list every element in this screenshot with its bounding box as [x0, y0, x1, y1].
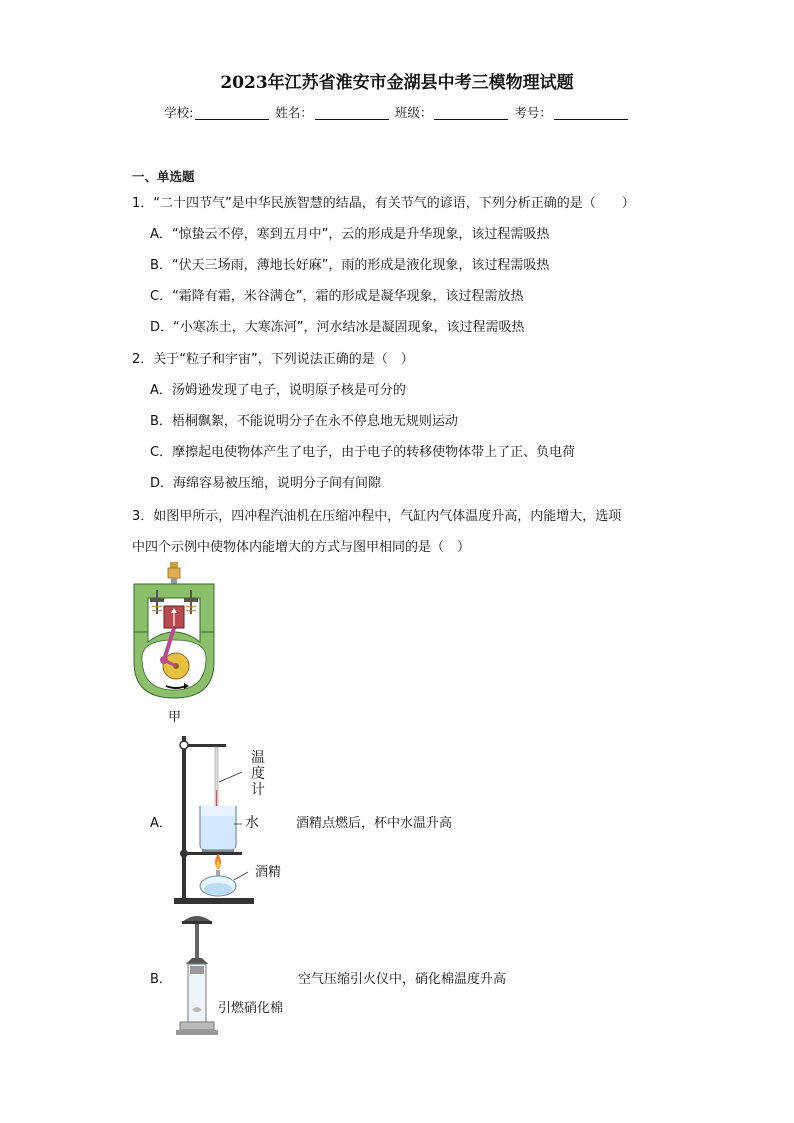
question-1-option-a: A．“惊蛰云不停，寒到五月中”，云的形成是升华现象，该过程需吸热	[150, 227, 550, 242]
water-label: 水	[245, 815, 259, 831]
field-number-blank[interactable]	[554, 106, 628, 120]
field-name-label: 姓名：	[275, 105, 313, 120]
question-2-option-a: A．汤姆逊发现了电子，说明原子核是可分的	[150, 383, 406, 398]
question-1-option-c: C．“霜降有霜，米谷满仓”，霜的形成是凝华现象，该过程需放热	[150, 289, 524, 304]
question-2-stem: 2．关于“粒子和宇宙”，下列说法正确的是（ ）	[132, 352, 414, 367]
question-1-stem: 1．“二十四节气”是中华民族智慧的结晶，有关节气的谚语，下列分析正确的是（ ）	[132, 196, 635, 211]
question-1-option-b: B．“伏天三场雨，薄地长好麻”，雨的形成是液化现象，该过程需吸热	[150, 258, 550, 273]
question-3-option-b-letter: B．	[150, 972, 172, 987]
field-number-label: 考号：	[514, 105, 552, 120]
compression-igniter-figure	[172, 912, 222, 1037]
question-2-option-b: B．梧桐飘絮，不能说明分子在永不停息地无规则运动	[150, 414, 458, 429]
question-3-stem-line2: 中四个示例中使物体内能增大的方式与图甲相同的是（ ）	[132, 540, 471, 555]
exam-title: 2023年江苏省淮安市金湖县中考三模物理试题	[220, 73, 574, 93]
engine-figure	[128, 562, 220, 702]
question-3-option-a-text: 酒精点燃后，杯中水温升高	[296, 816, 453, 831]
question-3-option-a-letter: A．	[150, 816, 172, 831]
question-2-option-c: C．摩擦起电使物体产生了电子，由于电子的转移使物体带上了正、负电荷	[150, 445, 576, 460]
question-1-option-d: D．“小寒冻土，大寒冻河”，河水结冰是凝固现象，该过程需吸热	[150, 320, 525, 335]
question-2-option-d: D．海绵容易被压缩，说明分子间有间隙	[150, 476, 382, 491]
cotton-label: 引燃硝化棉	[218, 1001, 284, 1016]
field-class-label: 班级：	[394, 105, 433, 120]
field-school-blank[interactable]	[195, 106, 269, 120]
field-class-blank[interactable]	[434, 106, 508, 120]
heating-apparatus-figure	[172, 730, 292, 910]
thermometer-label: 温 度 计	[251, 750, 265, 798]
field-name-blank[interactable]	[315, 106, 389, 120]
figure-label-jia: 甲	[168, 710, 182, 725]
question-3-option-b-text: 空气压缩引火仪中，硝化棉温度升高	[298, 972, 507, 987]
section-title: 一、单选题	[132, 169, 195, 184]
student-info-line	[0, 103, 794, 121]
question-3-stem-line1: 3．如图甲所示，四冲程汽油机在压缩冲程中，气缸内气体温度升高，内能增大，选项	[132, 509, 622, 524]
alcohol-label: 酒精	[255, 865, 282, 880]
field-school-label: 学校:	[164, 105, 194, 120]
